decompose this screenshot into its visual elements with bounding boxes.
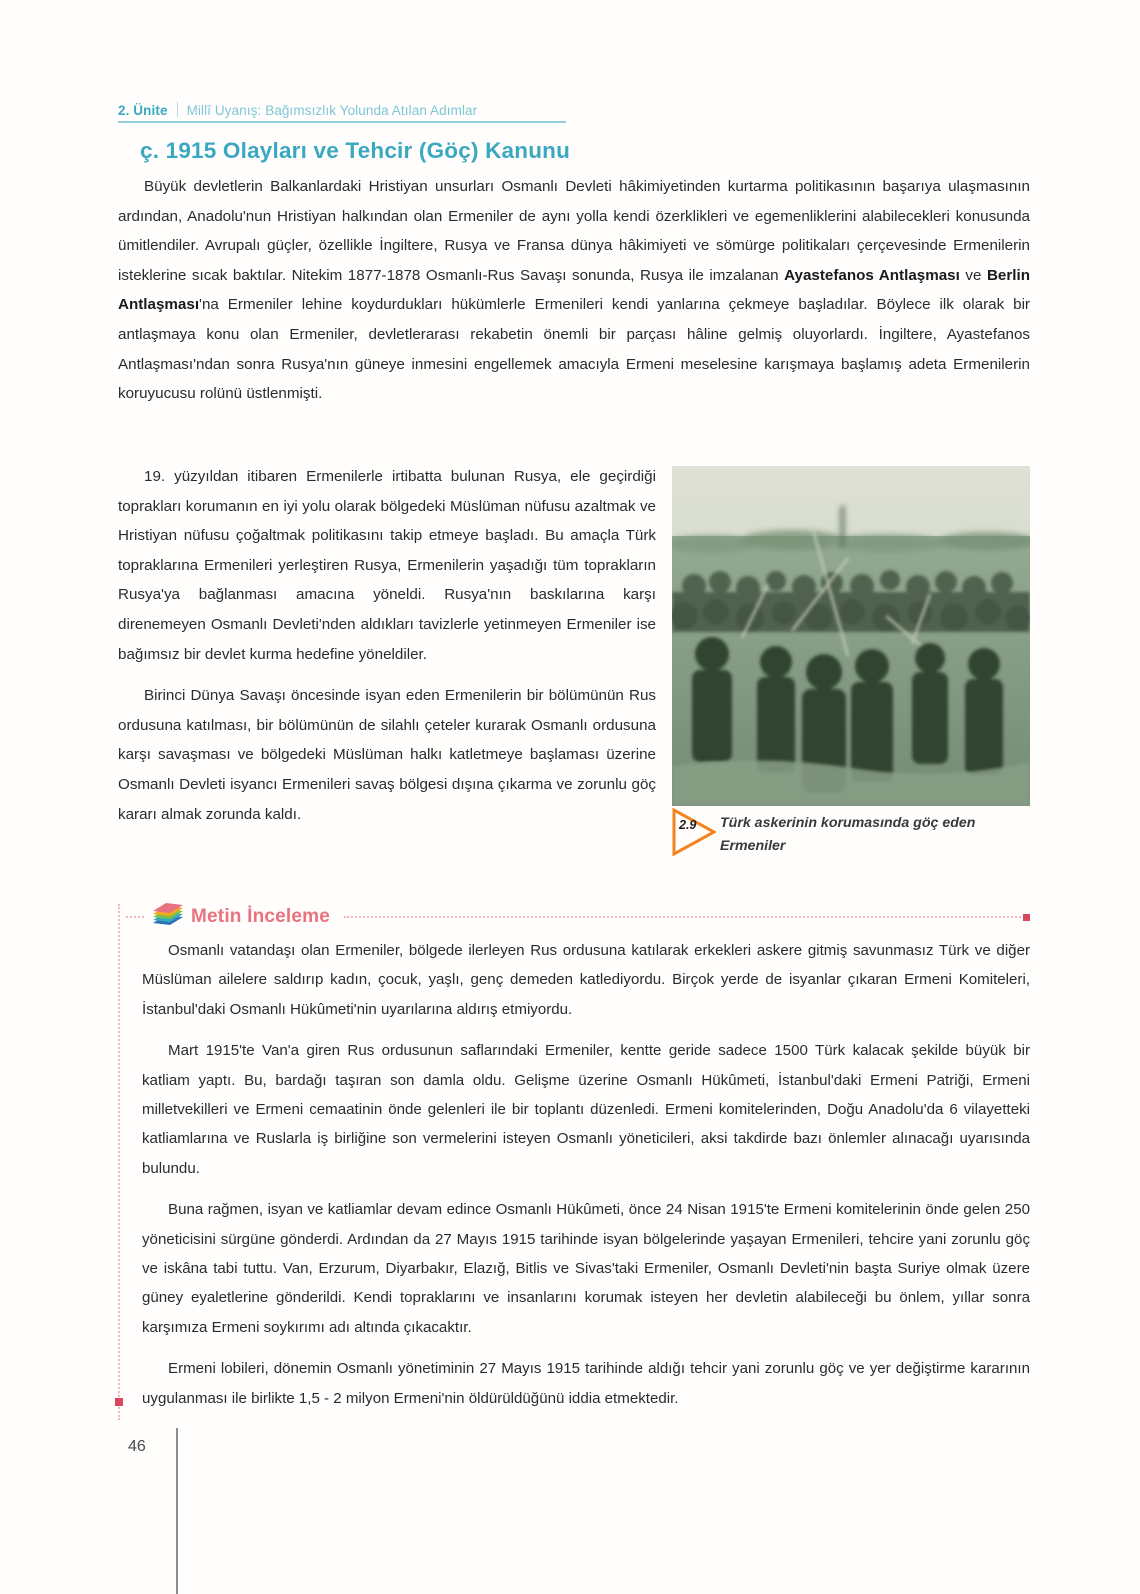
running-head-title: Millî Uyanış: Bağımsızlık Yolunda Atılan Adımlar <box>186 103 478 118</box>
section-heading: ç. 1915 Olayları ve Tehcir (Göç) Kanunu <box>140 138 571 163</box>
running-head <box>118 100 1023 118</box>
paragraph-intro-part1: Büyük devletlerin Balkanlardaki Hristiyan unsurları Osmanlı Devleti hâkimiyetinden kurtarma politikasının başarıya ulaşmasının ardından, Anadolu'nun Hristiyan halkından olan Ermeniler de aynı yolla kendi özerklikleri ve egemenliklerini alabilecekleri konusunda ümitlendiler. Avrupalı güçler, özellikle İngiltere, Rusya ve Fransa dünya hâkimiyeti ve sömürge politikaları çerçevesinde Ermenilerin isteklerine sıcak baktılar. Nitekim 1877-1878 Osmanlı-Rus Savaşı sonunda, Rusya ile imzalanan <box>118 178 1030 284</box>
metin-inceleme-left-border <box>118 904 120 1420</box>
left-text-column <box>118 462 656 829</box>
treaty-berlin-bold: Berlin Antlaşması <box>118 266 1030 314</box>
treaty-ayastefanos-bold: Ayastefanos Antlaşması <box>784 266 960 284</box>
figure-caption-text: Türk askerinin korumasında göç eden Ermeniler <box>720 815 976 854</box>
metin-inceleme-label: Metin İnceleme <box>191 906 331 927</box>
header-endcap-square <box>1023 914 1030 921</box>
running-head-rule <box>118 121 566 123</box>
metin-inceleme-bottom-square <box>115 1398 123 1406</box>
mi-paragraph-1: Osmanlı vatandaşı olan Ermeniler, bölgede ilerleyen Rus ordusuna katılarak erkekleri askere gitmiş savunmasız Türk ve diğer Müslüman ailelere saldırıp kadın, çocuk, yaşlı, genç demeden katlediyordu. Birçok yerde de isyanlar çıkaran Ermeni Komiteleri, İstanbul'daki Osmanlı Hükûmeti'nin uyarılarına aldırış etmiyordu. <box>142 942 1030 1018</box>
page-number-rule <box>176 1428 178 1594</box>
mi-paragraph-2: Mart 1915'te Van'a giren Rus ordusunun saflarındaki Ermeniler, kentte geride sadece 1500 Türk kalacak şekilde büyük bir katliam yaptı. Bu, bardağı taşıran son damla oldu. Gelişme üzerine Osmanlı Hükûmeti, İstanbul'daki Ermeni Patriği, Ermeni milletvekilleri ve Ermeni cemaatinin önde gelenleri ile bir toplantı düzenledi. Ermeni komitelerinden, Doğu Anadolu'da 6 vilayetteki katliamlarına ve Ruslarla iş birliğine son vermelerini isteyen Osmanlı yöneticileri, aksi takdirde bazı önlemler alınacağı uyarısında bulundu. <box>142 1042 1030 1177</box>
metin-inceleme-body <box>142 936 1030 1413</box>
historical-photo-soldiers-marching <box>672 466 1030 806</box>
running-head-unit: 2. Ünite <box>118 103 168 118</box>
page-number: 46 <box>128 1438 146 1455</box>
stacked-books-icon <box>150 903 184 929</box>
paragraph-russia-policy: 19. yüzyıldan itibaren Ermenilerle irtibatta bulunan Rusya, ele geçirdiği toprakları korumanın en iyi yolu olarak bölgedeki Müslüman nüfusu azaltmak ve Hristiyan nüfusu çoğaltmak politikasını takip etmeye başladı. Bu amaçla Türk topraklarına Ermenileri yerleştiren Rusya, Ermenilerin yaşadığı tüm toprakların Rusya'ya bağlanması amacına yöneldi. Rusya'nın baskılarına karşı direnemeyen Osmanlı Devleti'nden aldıkları tavizlerle yetinmeyen Ermeniler ise bağımsız bir devlet kurma hedefine yöneldiler. <box>118 468 656 663</box>
figure-number: 2.9 <box>679 818 697 832</box>
figure-photo <box>672 466 1030 806</box>
mi-paragraph-3: Buna rağmen, isyan ve katliamlar devam edince Osmanlı Hükûmeti, önce 24 Nisan 1915'te Ermeni komitelerinin önde gelen 250 yöneticisini sürgüne gönderdi. Ardından da 27 Mayıs 1915 tarihinde isyan bölgelerinde yaşayan Ermenileri, tehcire yani zorunlu göç ve iskâna tabi tuttu. Van, Erzurum, Diyarbakır, Elazığ, Bitlis ve Sivas'taki Ermeniler, Osmanlı Devleti'nin başta Suriye olmak üzere güney eyaletlerine gönderildi. Kendi topraklarını ve insanlarını korumak isteyen her devletin alabileceği bu önlem, yıllar sonra karşımıza Ermeni soykırımı adı altında çıkacaktır. <box>142 1201 1030 1336</box>
paragraph-intro-conjunction: ve <box>959 266 987 284</box>
mi-paragraph-4: Ermeni lobileri, dönemin Osmanlı yönetiminin 27 Mayıs 1915 tarihinde aldığı tehcir yani zorunlu göç ve yer değiştirme kararının uygulanması ile birlikte 1,5 - 2 milyon Ermeni'nin öldürüldüğünü iddia etmektedir. <box>142 1360 1030 1407</box>
intro-text-column <box>118 172 1030 409</box>
paragraph-intro-part2: 'na Ermeniler lehine koydurdukları hükümlerle Ermenileri kendi yanlarına çekmeye başladılar. Böylece ilk olarak bir antlaşmaya konu olan Ermeniler, devletlerarası rekabetin önemli bir parçası hâline gelmiş oluyorlardı. İngiltere, Ayastefanos Antlaşması'ndan sonra Rusya'nın güneye inmesini engellemek amacıyla Ermeni meselesine karışmaya başlamış adeta Ermenilerin koruyucusu rolünü üstlenmişti. <box>118 296 1030 403</box>
metin-inceleme-section <box>118 900 1030 1420</box>
header-dots-right <box>344 916 1021 918</box>
header-dots-left <box>126 916 144 918</box>
paragraph-intro <box>118 172 1030 409</box>
paragraph-ww1-revolts: Birinci Dünya Savaşı öncesinde isyan eden Ermenilerin bir bölümünün Rus ordusuna katılması, bir bölümünün de silahlı çeteler kurarak Osmanlı ordusuna karşı savaşması ve bölgedeki Müslüman halkı katletmeye başlaması üzerine Osmanlı Devleti isyancı Ermenileri savaş bölgesi dışına çıkarma ve zorunlu göç kararı almak zorunda kaldı. <box>118 687 656 823</box>
running-head-divider <box>177 102 178 117</box>
figure-caption <box>672 806 1032 858</box>
metin-inceleme-header <box>126 900 1030 934</box>
figure-number-triangle <box>672 806 716 856</box>
